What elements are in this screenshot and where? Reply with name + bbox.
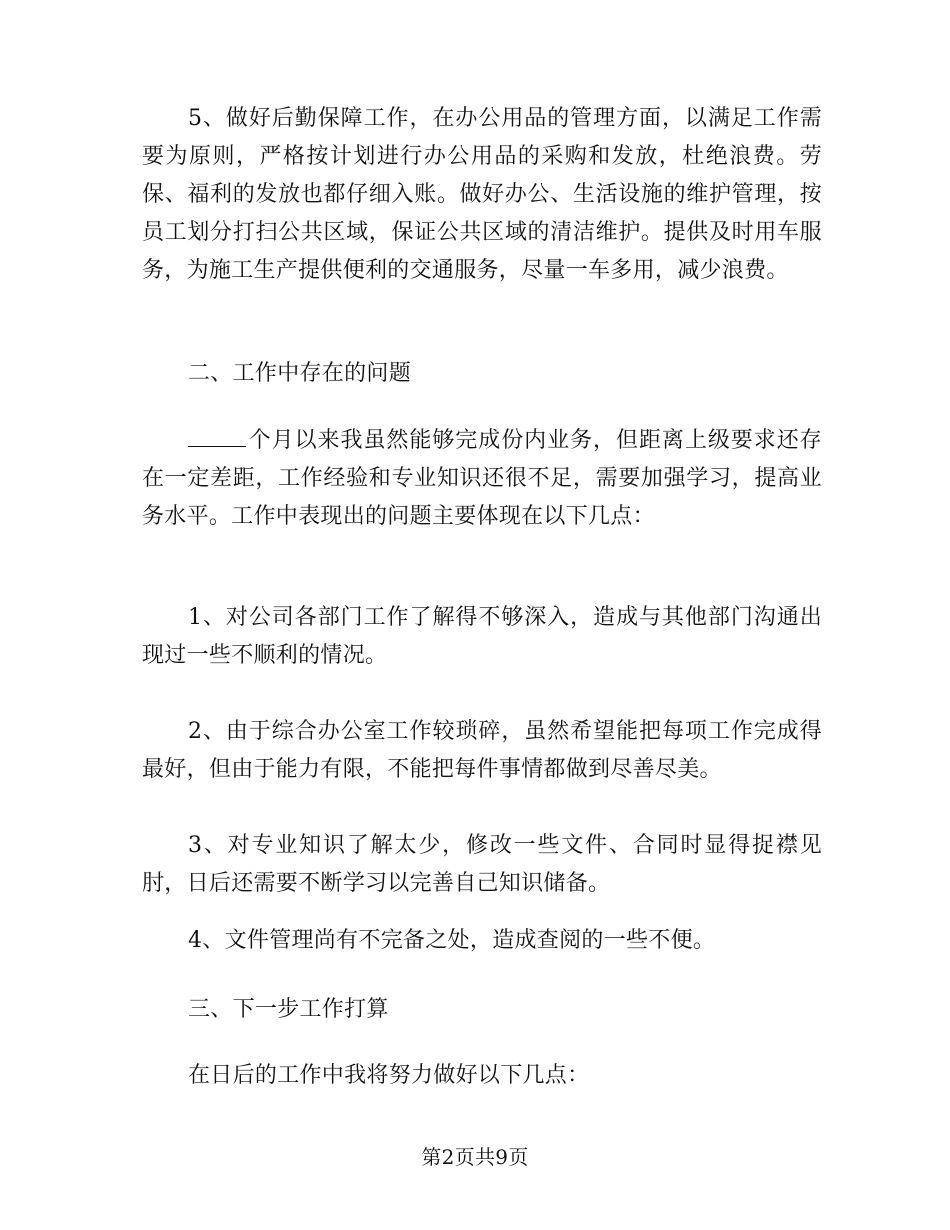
problem-item-2: 2、由于综合办公室工作较琐碎，虽然希望能把每项工作完成得最好，但由于能力有限，不能把每件事情都做到尽善尽美。	[142, 719, 822, 782]
problem-item-4: 4、文件管理尚有不完备之处，造成查阅的一些不便。	[188, 928, 716, 953]
page-number-footer: 第2页共9页	[421, 1145, 529, 1169]
section-2-heading: 二、工作中存在的问题	[188, 361, 412, 386]
problem-item-1: 1、对公司各部门工作了解得不够深入，造成与其他部门沟通出现过一些不顺利的情况。	[142, 605, 822, 668]
section-2-intro-paragraph	[142, 422, 822, 536]
section-3-intro: 在日后的工作中我将努力做好以下几点：	[188, 1063, 590, 1088]
section-2-intro-text: 个月以来我虽然能够完成份内业务，但距离上级要求还存在一定差距，工作经验和专业知识还很不足，需要加强学习，提高业务水平。工作中表现出的问题主要体现在以下几点：	[142, 428, 822, 529]
fill-in-blank	[188, 428, 246, 447]
section-3-heading: 三、下一步工作打算	[188, 997, 389, 1022]
paragraph-logistics: 5、做好后勤保障工作，在办公用品的管理方面，以满足工作需要为原则，严格按计划进行办公用品的采购和发放，杜绝浪费。劳保、福利的发放也都仔细入账。做好办公、生活设施的维护管理，按员工划分打扫公共区域，保证公共区域的清洁维护。提供及时用车服务，为施工生产提供便利的交通服务，尽量一车多用，减少浪费。	[142, 106, 822, 283]
problem-item-3: 3、对专业知识了解太少，修改一些文件、合同时显得捉襟见肘，日后还需要不断学习以完善自己知识储备。	[142, 833, 822, 896]
